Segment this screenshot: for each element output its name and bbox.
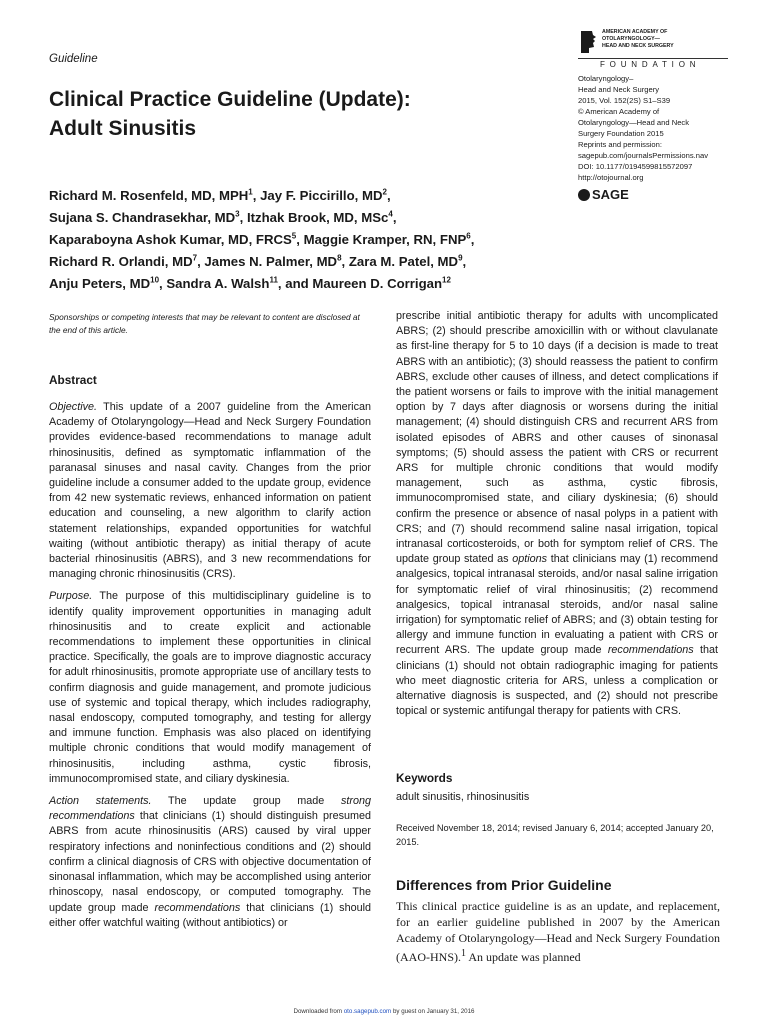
keywords-heading: Keywords (396, 771, 453, 785)
permissions-link[interactable]: sagepub.com/journalsPermissions.nav (578, 151, 709, 160)
abstract-heading: Abstract (49, 373, 97, 387)
received-dates: Received November 18, 2014; revised January 6, 2014; accepted January 20, 2015. (396, 823, 714, 847)
author: Itzhak Brook, MD, MSc$^4$, (246, 209, 397, 226)
keywords: adult sinusitis, rhinosinusitis (396, 791, 530, 803)
author: Sujana S. Chandrasekhar, $MD^3$, (49, 209, 247, 226)
author: Richard M. Rosenfeld, MD, MPH$^1$, (49, 188, 261, 204)
aao-hns-foundation-logo (578, 29, 728, 67)
journal-url-link[interactable]: http://otojournal.org (578, 173, 644, 182)
abstract-action-statements-continued: prescribe initial antibiotic therapy for adults with uncomplicated ABRS; (2) should prescribe amoxicillin with or without clavulanate as first-line therapy for 5 to 10 days (if a decision is made to treat ABRS with an antibiotic); (3) should reassess the patient to confirm ABRS, exclude other causes of illness, and detect complications if the patient worsens or fails to improve with the initial management option by 7 days after diagnosis or worsens during the initial management; (4) should distinguish CRS and recurrent ARS from isolated episodes of ABRS and other causes of sinonasal symptoms; (5) should assess the patient with CRS or recurrent ARS for multiple chronic conditions that would modify management, such as asthma, cystic fibrosis, immunocompromised state, and ciliary dyskinesia; (6) should confirm the presence or absence of nasal polyps in a patient with CRS; and (7) should recommend saline nasal irrigation, topical intranasal corticosteroids, or both for symptom relief of CRS. The update group stated as options that clinicians may (1) recommend analgesics, topical intranasal steroids, and/or nasal saline irrigation for symptomatic relief of viral rhinosinusitis; (2) recommend analgesics, topical intranasal steroids, and/or nasal saline irrigation) for symptomatic relief of ABRS; and (3) obtain testing for allergy and immune function in evaluating a patient with CRS or recurrent ARS. The update group made recommendations that clinicians (1) should not obtain radiographic imaging for patients who meet diagnostic criteria for ARS, unless a complication or alternative diagnosis is suspected, and (2) should not prescribe topical or systemic antifungal therapy for patients with CRS. (396, 310, 719, 718)
logo-wordmark: AMERICAN ACADEMY OF OTOLARYNGOLOGY— HEAD AND NECK SURGERY (602, 29, 674, 49)
logo-foundation: FOUNDATION (600, 60, 701, 69)
sage-logo: SAGE (578, 187, 629, 202)
author: Anju Peters, MD$^{10}$, (49, 275, 167, 291)
author: Jay F. Piccirillo, $MD^2$, (260, 188, 391, 204)
author-list (49, 184, 549, 293)
head-silhouette-icon (578, 29, 600, 57)
differences-body: This clinical practice guideline is as an update, and replacement, for an earlier guideline published in 2007 by the American Academy of Otolaryngology—Head and Neck Surgery Foundation (AAO-HNS).$^1$ An update was planned (396, 899, 720, 965)
section-label: Guideline (49, 53, 98, 65)
abstract-action-statements: Action statements. The update group made strong recommendations that clinicians (1) should distinguish presumed ABRS from acute rhinosinusitis (ARS) caused by viral upper respiratory infections and noninfectious conditions and (2) should confirm a clinical diagnosis of CRS with objective documentation of sinonasal inflammation, which may be accomplished using anterior rhinoscopy, nasal endoscopy, or computed tomography. The update group made recommendations that clinicians (1) should either offer watchful waiting (without antibiotics) or (49, 795, 371, 929)
sage-mark-icon (578, 189, 590, 201)
journal-info: Otolaryngology– Head and Neck Surgery 2015, Vol. 152(2S) S1–S39 © American Academy of Otolaryngology—Head and Neck Surgery Foundation 2015 Reprints and permission: sagepub.com/journalsPermissions.nav DOI: 10.1177/0194599815572097 http://otojournal.org (578, 73, 748, 183)
abstract-purpose: Purpose. The purpose of this multidisciplinary guideline is to identify quality improvement opportunities in managing adult rhinosinusitis and to create explicit and actionable recommendations to implement these opportunities in clinical practice. Specifically, the goals are to improve diagnostic accuracy for adult rhinosinusitis, promote appropriate use of ancillary tests to confirm diagnosis and guide management, and promote judicious use of systemic and topical therapy, which includes radiography, nasal endoscopy, computed tomography, and testing for allergy and immune function. Emphasis was also placed on identifying multiple chronic conditions that would modify management of rhinosinusitis, including asthma, cystic fibrosis, immunocompromised state, and ciliary dyskinesia. (49, 590, 371, 785)
download-footer: Downloaded from oto.sagepub.com by guest on January 31, 2016 (293, 1008, 475, 1015)
reference-marker[interactable]: 1 (461, 948, 466, 960)
author: Richard R. Orlandi, $MD^7$, (49, 253, 205, 270)
disclosure-note: Sponsorships or competing interests that may be relevant to content are disclosed at the end of this article. (49, 312, 360, 335)
differences-heading: Differences from Prior Guideline (396, 877, 612, 893)
abstract-left-column (49, 400, 371, 938)
author: Maggie Kramper, RN, FNP$^6$, (303, 231, 475, 248)
source-site-link[interactable]: oto.sagepub.com (343, 1008, 392, 1015)
author: James N. Palmer, $MD^8$, (204, 253, 349, 270)
author: Kaparaboyna Ashok Kumar, MD, FRCS$^5$, (49, 231, 304, 248)
doi-link[interactable]: DOI: 10.1177/0194599815572097 (578, 162, 693, 171)
article-title: Clinical Practice Guideline (Update): Adult Sinusitis (49, 88, 411, 140)
author: Sandra A. Walsh$^{11}$, and (166, 275, 313, 291)
abstract-objective: Objective. This update of a 2007 guideline from the American Academy of Otolaryngology—Head and Neck Surgery Foundation provides evidence-based recommendations to manage adult rhinosinusitis, defined as symptomatic inflammation of the paranasal sinuses and nasal cavity. Changes from the prior guideline include a consumer added to the update group, evidence from 42 new systematic reviews, enhanced information on patient education and counseling, a new algorithm to clarify action statement relationships, expanded opportunities for watchful waiting (without antibiotic therapy) as initial therapy of acute bacterial rhinosinusitis (ABRS), and 3 new recommendations for managing chronic rhinosinusitis (CRS). (49, 401, 371, 581)
author: Maureen D. Corrigan$^{12}$ (312, 275, 451, 291)
logo-divider (578, 58, 728, 59)
abstract-right-column (396, 309, 718, 726)
author: Zara M. Patel, $MD^9$, (348, 253, 467, 270)
